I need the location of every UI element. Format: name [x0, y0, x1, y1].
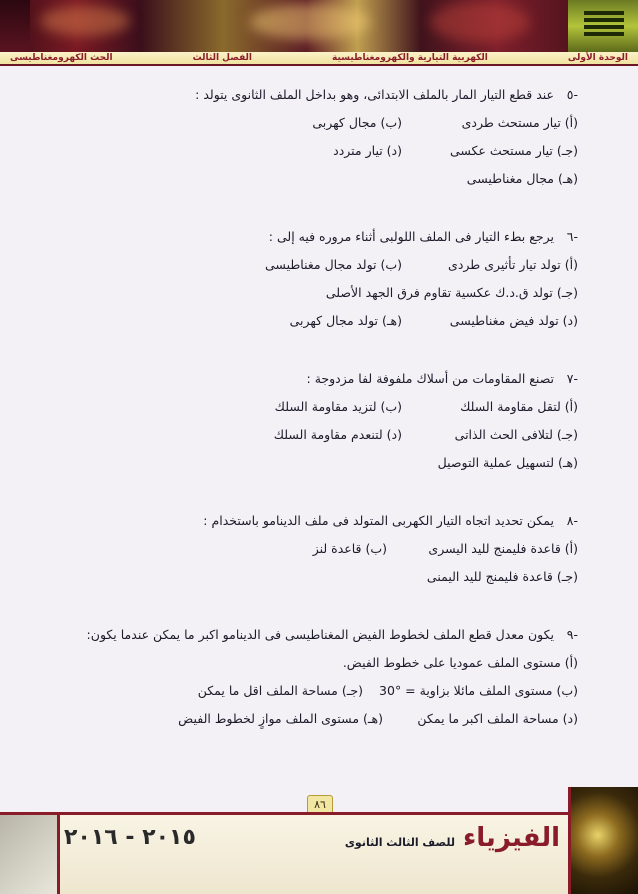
banner-glow — [430, 2, 530, 42]
options-row — [58, 392, 578, 420]
header-strip — [0, 52, 638, 66]
option: (جـ) قاعدة فليمنج لليد اليمنى — [426, 568, 578, 584]
question-9 — [58, 622, 578, 732]
book-brand: الفيزياء — [463, 823, 560, 853]
option: (ب) تولد مجال مغناطيسى — [265, 256, 402, 272]
page-number: ٨٦ — [307, 795, 333, 815]
top-banner-image — [0, 0, 638, 52]
option: (أ) تولد تيار تأثيرى طردى — [448, 256, 578, 272]
option: (أ) لتقل مقاومة السلك — [460, 398, 578, 414]
menu-bars-icon — [584, 8, 624, 42]
option: (جـ) مساحة الملف اقل ما يمكن — [197, 682, 363, 698]
option: (ب) مستوى الملف مائلا بزاوية = °30 — [379, 682, 578, 698]
option: (جـ) تيار مستحث عكسى — [449, 142, 578, 158]
book-subtitle: للصف الثالث الثانوى — [344, 836, 455, 849]
question-text: يرجع بطء التيار فى الملف اللولبى أثناء مروره فيه إلى : — [268, 229, 555, 244]
question-7 — [58, 366, 578, 476]
options-row — [58, 136, 578, 164]
option: (أ) تيار مستحث طردى — [461, 114, 578, 130]
options-row — [58, 420, 578, 448]
question-5 — [58, 82, 578, 192]
option: (هـ) مجال مغناطيسى — [466, 170, 578, 186]
question-number: -٦ — [566, 229, 578, 244]
option: (جـ) لتلافى الحث الذاتى — [454, 426, 578, 442]
option: (د) تيار متردد — [333, 142, 402, 158]
options-row — [58, 448, 578, 476]
question-number: -٩ — [566, 627, 578, 642]
footer-prism-image — [568, 787, 638, 894]
question-text: يمكن تحديد اتجاه التيار الكهربى المتولد فى ملف الدينامو باستخدام : — [203, 513, 555, 528]
option: (ب) لتزيد مقاومة السلك — [274, 398, 402, 414]
option: (د) تولد فيض مغناطيسى — [449, 312, 578, 328]
options-row — [58, 164, 578, 192]
options-row — [58, 306, 578, 334]
question-stem — [58, 224, 578, 250]
question-text: عند قطع التيار المار بالملف الابتدائى، وهو بداخل الملف الثانوى يتولد : — [195, 87, 555, 102]
header-section: الكهربية التيارية والكهرومغناطيسية — [332, 53, 488, 63]
option: (أ) مستوى الملف عموديا على خطوط الفيض. — [342, 654, 578, 670]
options-row — [58, 676, 578, 704]
options-row — [58, 108, 578, 136]
footer — [0, 815, 638, 894]
question-stem — [58, 82, 578, 108]
options-row — [58, 278, 578, 306]
options-row — [58, 648, 578, 676]
question-8 — [58, 508, 578, 590]
question-stem — [58, 508, 578, 534]
banner-glow — [250, 4, 370, 40]
question-6 — [58, 224, 578, 334]
question-stem — [58, 622, 578, 648]
question-text: تصنع المقاومات من أسلاك ملفوفة لفا مزدوجة : — [306, 371, 555, 386]
options-row — [58, 250, 578, 278]
header-chapter: الفصل الثالث — [192, 53, 253, 63]
banner-glow — [40, 6, 130, 36]
question-stem — [58, 366, 578, 392]
banner-right-decoration — [568, 0, 638, 52]
banner-left-decoration — [0, 0, 30, 52]
option: (ب) مجال كهربى — [312, 114, 402, 130]
options-row — [58, 534, 578, 562]
question-text: يكون معدل قطع الملف لخطوط الفيض المغناطيسى فى الدينامو اكبر ما يمكن عندما يكون: — [86, 627, 555, 642]
footer-left-decoration — [0, 815, 60, 894]
options-row — [58, 562, 578, 590]
question-number: -٨ — [566, 513, 578, 528]
question-number: -٧ — [566, 371, 578, 386]
option: (هـ) مستوى الملف موازٍ لخطوط الفيض — [178, 710, 383, 726]
question-number: -٥ — [566, 87, 578, 102]
option: (هـ) لتسهيل عملية التوصيل — [437, 454, 578, 470]
option: (ب) قاعدة لنز — [312, 540, 387, 556]
option: (أ) قاعدة فليمنج لليد اليسرى — [428, 540, 578, 556]
option: (د) لتنعدم مقاومة السلك — [273, 426, 402, 442]
option: (هـ) تولد مجال كهربى — [289, 312, 402, 328]
option: (جـ) تولد ق.د.ك عكسية تقاوم فرق الجهد الأصلى — [325, 284, 578, 300]
options-row — [58, 704, 578, 732]
header-unit: الوحدة الأولى — [567, 53, 628, 63]
option: (د) مساحة الملف اكبر ما يمكن — [417, 710, 578, 726]
header-topic: الحث الكهرومغناطيسى — [10, 53, 113, 63]
questions-list — [58, 82, 578, 746]
footer-title — [345, 823, 560, 853]
academic-years: ٢٠١٥ - ٢٠١٦ — [64, 825, 196, 850]
